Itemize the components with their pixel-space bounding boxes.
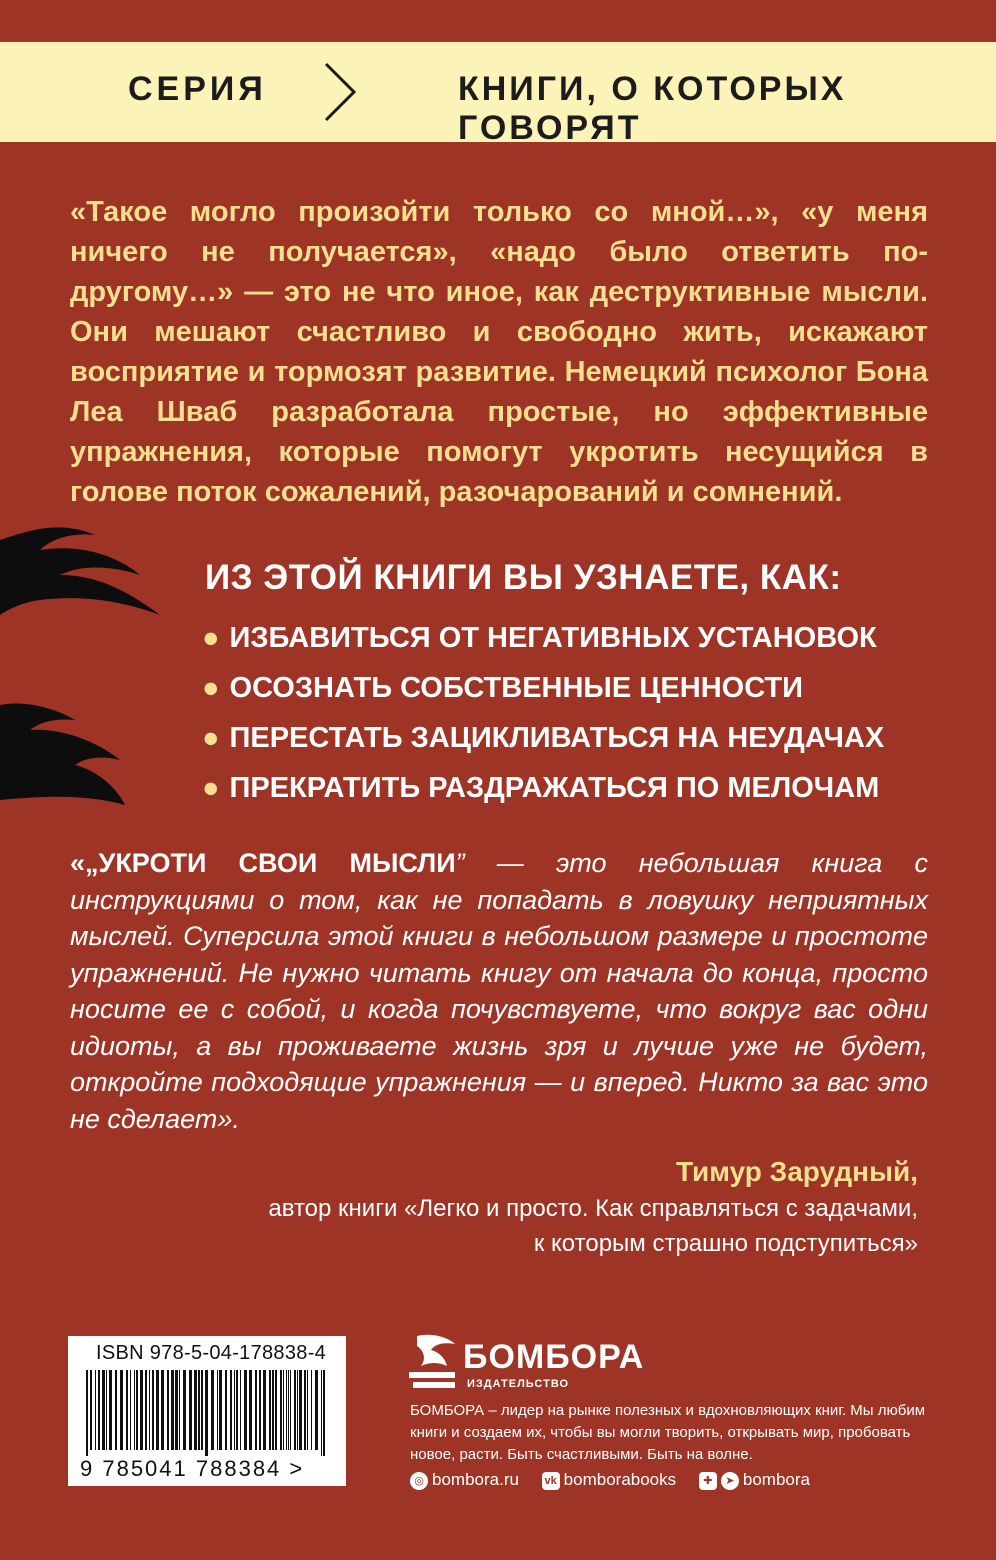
learn-list (202, 618, 884, 818)
learn-heading: ИЗ ЭТОЙ КНИГИ ВЫ УЗНАЕТЕ, КАК: (205, 558, 842, 597)
barcode-icon (82, 1370, 332, 1456)
social-icon: ✚ (699, 1472, 717, 1490)
isbn-barcode-box (68, 1336, 346, 1486)
series-banner (0, 42, 996, 147)
publisher-logo (405, 1330, 645, 1400)
globe-icon: ◎ (410, 1472, 428, 1490)
author-book-line: автор книги «Легко и просто. Как справляться с задачами, (268, 1195, 918, 1222)
publisher-description: БОМБОРА – лидер на рынке полезных и вдохновляющих книг. Мы любим книги и создаем их, чтобы вы могли творить, открывать мир, пробовать новое, расти. Быть счастливыми. Быть на волне. (410, 1402, 926, 1463)
list-item: ● ПЕРЕСТАТЬ ЗАЦИКЛИВАТЬСЯ НА НЕУДАЧАХ (202, 722, 885, 754)
bullet-icon: ● (202, 722, 220, 754)
author-book-line: к которым страшно подступиться» (533, 1230, 918, 1257)
bullet-icon: ● (202, 772, 220, 804)
vk-link[interactable]: vk bomborabooks (542, 1470, 676, 1490)
flame-decoration-icon (0, 520, 170, 620)
review-quote: «„УКРОТИ СВОИ МЫСЛИ” — это небольшая книга с инструкциями о том, как не попадать в ловушку неприятных мыслей. Суперсила этой книги в небольшом размере и простоте упражнений. Не нужно читать книгу от начала до конца, просто носите ее с собой, и когда почувствуете, что вокруг вас одни идиоты, а вы проживаете жизнь зря и лучше уже не будет, откройте подходящие упражнения — и вперед. Никто за вас это не сделает». (70, 848, 929, 1134)
social-link[interactable]: ✚ ➤ bombora (699, 1470, 810, 1490)
publisher-brand: БОМБОРА (463, 1338, 645, 1376)
bullet-icon: ● (202, 622, 220, 654)
publisher-sub: ИЗДАТЕЛЬСТВО (467, 1378, 570, 1390)
series-name: КНИГИ, О КОТОРЫХ ГОВОРЯТ (458, 70, 847, 147)
website-link[interactable]: ◎ bombora.ru (410, 1470, 519, 1490)
isbn-digits: 9 785041 788384 > (80, 1456, 305, 1481)
chevron-right-icon (320, 60, 360, 124)
vk-icon: vk (542, 1472, 560, 1490)
bombora-logo-icon (405, 1330, 461, 1394)
telegram-icon: ➤ (721, 1472, 739, 1490)
quote-author (268, 1153, 918, 1261)
series-label: СЕРИЯ (128, 70, 267, 108)
book-title: УКРОТИ СВОИ МЫСЛИ (98, 848, 456, 878)
author-name: Тимур Зарудный, (676, 1156, 918, 1187)
publisher-links (410, 1470, 828, 1490)
list-item: ● ОСОЗНАТЬ СОБСТВЕННЫЕ ЦЕННОСТИ (202, 672, 803, 704)
list-item: ● ИЗБАВИТЬСЯ ОТ НЕГАТИВНЫХ УСТАНОВОК (202, 622, 877, 654)
intro-paragraph: «Такое могло произойти только со мной…», «у меня ничего не получается», «надо было ответить по-другому…» — это не что иное, как деструктивные мысли. Они мешают счастливо и свободно жить, искажают восприятие и тормозят развитие. Немецкий психолог Бона Леа Шваб разработала простые, но эффективные упражнения, которые помогут укротить несущийся в голове поток сожалений, разочарований и сомнений. (70, 196, 928, 508)
list-item: ● ПРЕКРАТИТЬ РАЗДРАЖАТЬСЯ ПО МЕЛОЧАМ (202, 772, 880, 804)
bullet-icon: ● (202, 672, 220, 704)
flame-decoration-icon (0, 700, 130, 810)
isbn-label: ISBN 978-5-04-178838-4 (96, 1342, 327, 1364)
